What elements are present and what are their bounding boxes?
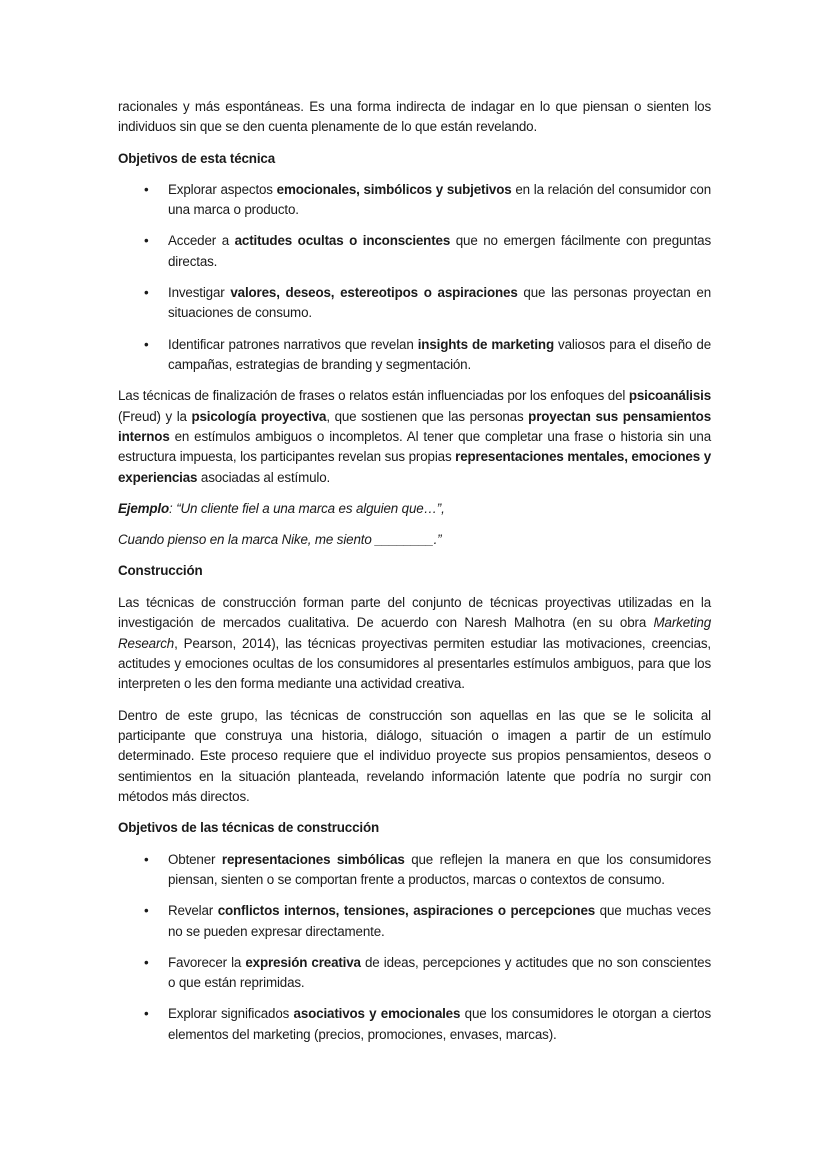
emphasis-text: psicología proyectiva — [191, 408, 327, 424]
paragraph — [118, 706, 711, 808]
text-run: Favorecer la — [168, 954, 246, 970]
emphasis-text: proyectan sus pensamientos internos — [118, 408, 711, 445]
emphasis-text: Cuando pienso en la marca Nike, me siento ________.” — [118, 532, 442, 548]
text-run: asociadas al estímulo. — [197, 469, 331, 485]
bullet-icon: • — [144, 233, 149, 249]
list-item — [118, 953, 711, 994]
emphasis-text: valores, deseos, estereotipos o aspiraciones — [230, 285, 518, 301]
text-run: de ideas, percepciones y actitudes que no son conscientes o que están reprimidas. — [168, 954, 711, 991]
text-run: que las personas proyectan en situaciones de consumo. — [168, 285, 712, 321]
text-run: Investigar — [168, 285, 231, 301]
text-run: Las técnicas de construcción forman parte del conjunto de técnicas proyectivas utilizadas en la investigación de mercados cualitativa. De acuerdo con Naresh Malhotra (en su obra — [118, 594, 711, 631]
paragraph — [118, 97, 711, 138]
list-item — [118, 231, 711, 272]
bullet-list — [118, 180, 711, 376]
list-item — [118, 1004, 711, 1045]
text-run: Dentro de este grupo, las técnicas de construcción son aquellas en las que se le solicita al participante que construya una historia, diálogo, situación o imagen a partir de un estímulo determinado. Este proceso requiere que el individuo proyecte sus propios pensamientos, deseos o sentimientos en la situación planteada, revelando información latente que podría no surgir con métodos más directos. — [118, 707, 711, 805]
bullet-list — [118, 850, 711, 1046]
emphasis-text: representaciones mentales, emociones y experiencias — [118, 449, 711, 485]
text-run: Objetivos de las técnicas de construcción — [118, 820, 380, 836]
text-run: valiosos para el diseño de campañas, estrategias de branding y segmentación. — [168, 336, 711, 373]
list-item — [118, 901, 711, 942]
text-run: , Pearson, 2014), las técnicas proyectivas permiten estudiar las motivaciones, creencias, actitudes y emociones ocultas de los consumidores al presentarles estímulos ambiguos, para que los interpreten o les den forma mediante una actividad creativa. — [118, 635, 711, 692]
text-run: en estímulos ambiguos o incompletos. Al tener que completar una frase o historia sin una estructura impuesta, los participantes revelan sus propias — [118, 429, 711, 465]
bullet-icon: • — [144, 181, 149, 197]
bullet-icon: • — [144, 954, 149, 970]
bullet-icon: • — [144, 336, 149, 352]
text-run: que no emergen fácilmente con preguntas directas. — [168, 233, 712, 269]
text-run: que reflejen la manera en que los consumidores piensan, sienten o se comportan frente a productos, marcas o contextos de consumo. — [168, 851, 711, 887]
section-heading — [118, 561, 711, 581]
emphasis-text: representaciones simbólicas — [221, 851, 405, 867]
text-run: racionales y más espontáneas. Es una forma indirecta de indagar en lo que piensan o sienten los individuos sin que se den cuenta plenamente de lo que están revelando. — [118, 99, 711, 135]
text-run: Obtener — [168, 851, 222, 867]
text-run: Explorar significados — [168, 1006, 294, 1022]
list-item — [118, 850, 711, 891]
text-run: que muchas veces no se pueden expresar directamente. — [168, 903, 711, 939]
emphasis-text: expresión creativa — [245, 954, 361, 970]
text-run: , que sostienen que las personas — [326, 408, 529, 424]
text-run: (Freud) y la — [118, 408, 192, 424]
emphasis-text: insights de marketing — [417, 336, 554, 352]
paragraph — [118, 593, 711, 695]
paragraph — [118, 386, 711, 488]
section-heading — [118, 149, 711, 169]
document-page — [118, 97, 711, 1056]
text-run: que los consumidores le otorgan a ciertos elementos del marketing (precios, promociones, envases, marcas). — [168, 1006, 712, 1042]
emphasis-text: Marketing Research — [118, 615, 711, 651]
text-run: Las técnicas de finalización de frases o relatos están influenciadas por los enfoques del — [118, 388, 629, 404]
bullet-icon: • — [144, 903, 149, 919]
emphasis-text: : “Un cliente fiel a una marca es alguien que…”, — [169, 501, 445, 517]
text-run: Revelar — [168, 903, 218, 919]
paragraph — [118, 499, 711, 519]
emphasis-text: actitudes ocultas o inconscientes — [234, 233, 451, 249]
text-run: Identificar patrones narrativos que revelan — [168, 336, 418, 352]
text-run: en la relación del consumidor con una marca o producto. — [168, 181, 712, 218]
bullet-icon: • — [144, 1006, 149, 1022]
bullet-icon: • — [144, 285, 149, 301]
paragraph — [118, 530, 711, 550]
section-heading — [118, 818, 711, 838]
text-run: Explorar aspectos — [168, 181, 277, 197]
list-item — [118, 283, 711, 324]
emphasis-text: conflictos internos, tensiones, aspiraciones o percepciones — [217, 903, 596, 919]
emphasis-text: Ejemplo — [118, 501, 170, 517]
text-run: Acceder a — [168, 233, 235, 249]
text-run: Construcción — [118, 563, 203, 579]
list-item — [118, 335, 711, 376]
text-run: Objetivos de esta técnica — [118, 150, 276, 166]
bullet-icon: • — [144, 851, 149, 867]
emphasis-text: emocionales, simbólicos y subjetivos — [276, 181, 512, 197]
emphasis-text: asociativos y emocionales — [293, 1006, 461, 1022]
emphasis-text: psicoanálisis — [628, 388, 711, 404]
list-item — [118, 180, 711, 221]
